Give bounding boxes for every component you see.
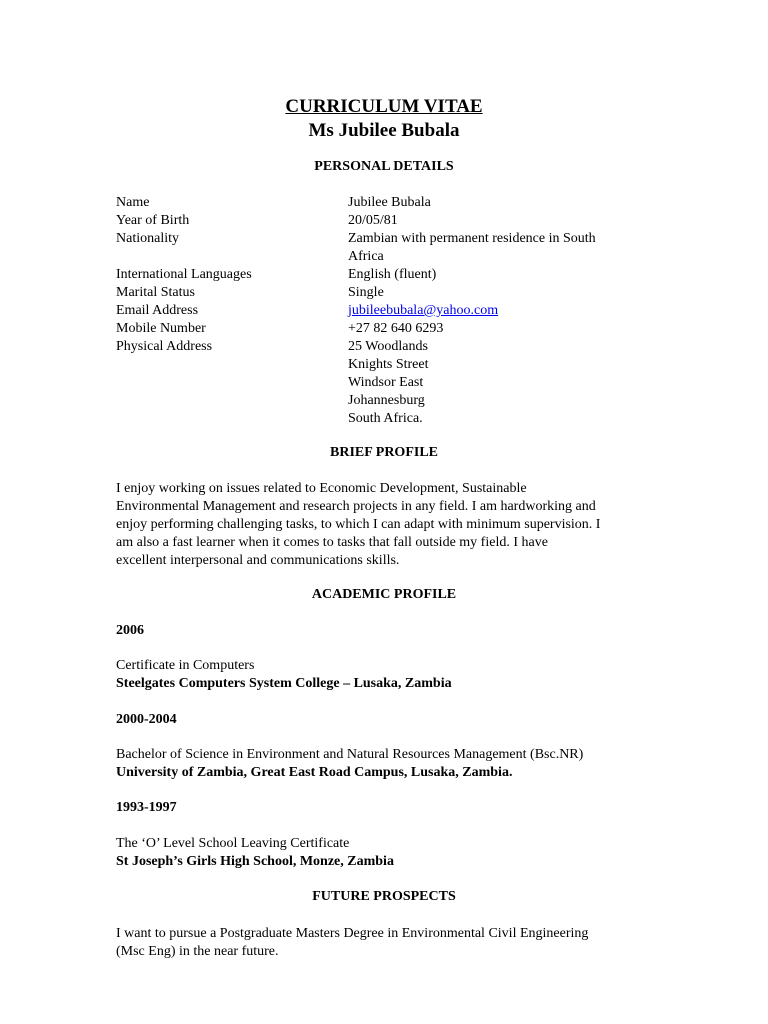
academic-entry-institution: Steelgates Computers System College – Lusaka, Zambia: [116, 676, 452, 691]
academic-entry-qualification: The ‘O’ Level School Leaving Certificate: [116, 836, 350, 851]
detail-label: Nationality: [116, 231, 179, 246]
detail-label: International Languages: [116, 267, 252, 282]
academic-entry-years: 2000-2004: [116, 712, 177, 727]
detail-value-line: +27 82 640 6293: [348, 321, 444, 336]
detail-value-line: 25 Woodlands: [348, 339, 428, 354]
email-link[interactable]: jubileebubala@yahoo.com: [348, 303, 499, 318]
detail-value-line: 20/05/81: [348, 213, 398, 228]
paragraph-line: I enjoy working on issues related to Economic Development, Sustainable: [116, 481, 527, 496]
detail-value: [348, 266, 648, 284]
detail-value-line: Single: [348, 285, 384, 300]
detail-value-line: Windsor East: [348, 375, 424, 390]
academic-entry-qualification: Bachelor of Science in Environment and Natural Resources Management (Bsc.NR): [116, 747, 584, 762]
academic-entry-qualification: Certificate in Computers: [116, 658, 255, 673]
paragraph-line: Environmental Management and research projects in any field. I am hardworking and: [116, 499, 596, 514]
detail-value-line: Johannesburg: [348, 393, 425, 408]
detail-label: Email Address: [116, 303, 199, 318]
detail-label: Name: [116, 195, 150, 210]
brief-profile-paragraph: [116, 480, 651, 570]
detail-value: [348, 338, 648, 428]
future-prospects-paragraph: [116, 925, 651, 961]
brief-profile-heading: BRIEF PROFILE: [330, 445, 438, 460]
paragraph-line: (Msc Eng) in the near future.: [116, 944, 279, 959]
detail-value: [348, 320, 648, 338]
detail-value-line: South Africa.: [348, 411, 423, 426]
paragraph-line: am also a fast learner when it comes to tasks that fall outside my field. I have: [116, 535, 548, 550]
detail-value-line: Jubilee Bubala: [348, 195, 431, 210]
personal-details-heading: PERSONAL DETAILS: [314, 159, 454, 174]
academic-entry-institution: University of Zambia, Great East Road Campus, Lusaka, Zambia.: [116, 765, 513, 780]
detail-label: Marital Status: [116, 285, 195, 300]
academic-entry-years: 2006: [116, 623, 144, 638]
detail-value: [348, 194, 648, 212]
detail-label: Year of Birth: [116, 213, 190, 228]
paragraph-line: excellent interpersonal and communications skills.: [116, 553, 400, 568]
paragraph-line: enjoy performing challenging tasks, to which I can adapt with minimum supervision. I: [116, 517, 601, 532]
detail-value: [348, 212, 648, 230]
document-title: CURRICULUM VITAE: [285, 96, 483, 117]
detail-value: [348, 302, 648, 320]
candidate-name: Ms Jubilee Bubala: [308, 120, 460, 141]
detail-value-line: English (fluent): [348, 267, 437, 282]
detail-value-line: Zambian with permanent residence in South: [348, 231, 596, 246]
academic-profile-heading: ACADEMIC PROFILE: [311, 587, 457, 602]
detail-value: [348, 230, 648, 266]
detail-value-line: Knights Street: [348, 357, 429, 372]
academic-entry-institution: St Joseph’s Girls High School, Monze, Zambia: [116, 854, 394, 869]
future-prospects-heading: FUTURE PROSPECTS: [312, 889, 456, 904]
detail-value: [348, 284, 648, 302]
academic-entry-years: 1993-1997: [116, 800, 177, 815]
detail-value-line: Africa: [348, 249, 384, 264]
paragraph-line: I want to pursue a Postgraduate Masters Degree in Environmental Civil Engineering: [116, 926, 589, 941]
detail-label: Physical Address: [116, 339, 213, 354]
detail-label: Mobile Number: [116, 321, 206, 336]
